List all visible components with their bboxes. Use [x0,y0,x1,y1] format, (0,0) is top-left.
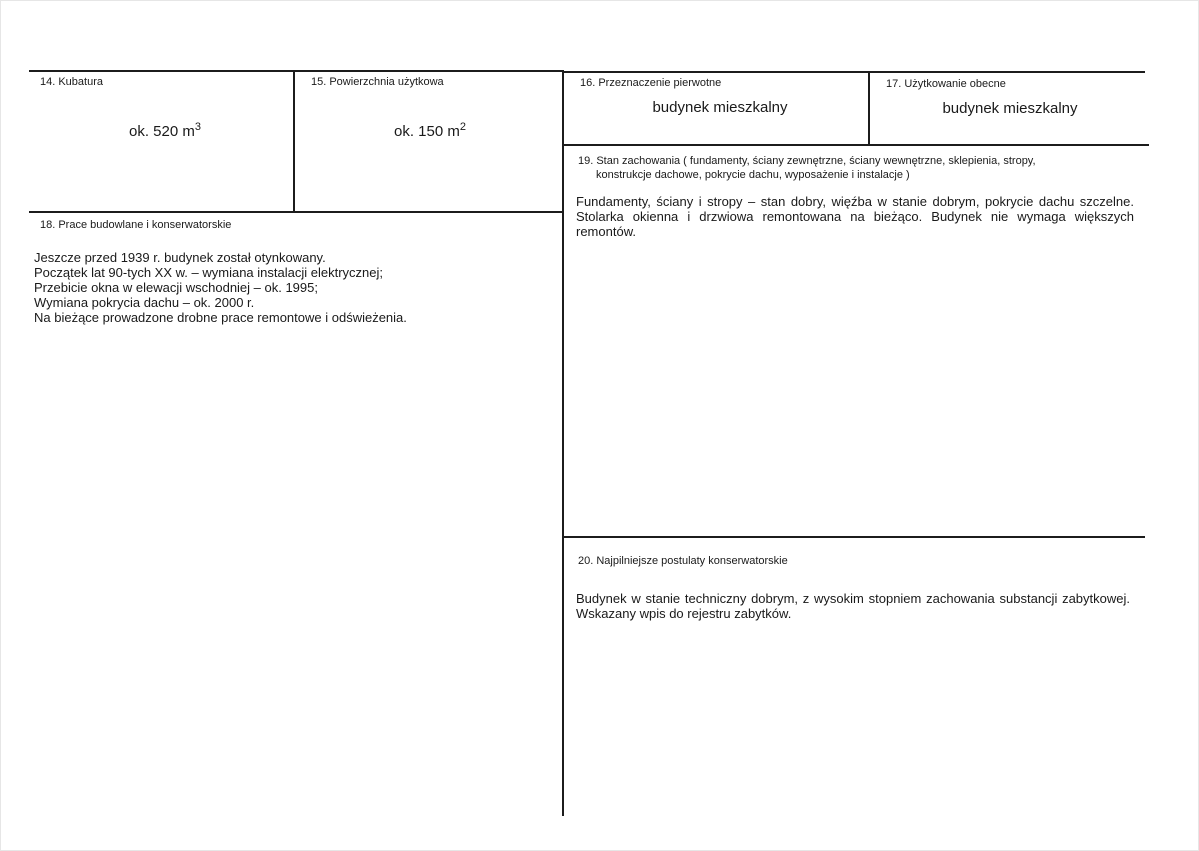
top-rule-left [29,70,564,72]
prace-line: Na bieżące prowadzone drobne prace remontowe i odświeżenia. [34,310,407,325]
uzytkowanie-label: 17. Użytkowanie obecne [886,78,1006,90]
przeznaczenie-value: budynek mieszkalny [652,99,788,116]
rule-above-18 [29,211,564,213]
powierzchnia-value: ok. 150 $m^2$ [394,121,466,140]
prace-line: Początek lat 90-tych XX w. – wymiana instalacji elektrycznej; [34,265,383,280]
prace-line: Jeszcze przed 1939 r. budynek został otynkowany. [34,250,326,265]
przeznaczenie-label: 16. Przeznaczenie pierwotne [580,77,722,89]
stan-zachowania-text: Fundamenty, ściany i stropy – stan dobry, więźba w stanie dobrym, pokrycie dachu szczelne. Stolarka okienna i drzwiowa remontowana na bieżąco. Budynek nie wymaga większych remontów. [576,194,1134,239]
stan-zachowania-label-line2: konstrukcje dachowe, pokrycie dachu, wyposażenie i instalacje ) [596,169,910,181]
prace-line: Wymiana pokrycia dachu – ok. 2000 r. [34,295,255,310]
postulaty-text: Budynek w stanie techniczny dobrym, z wysokim stopniem zachowania substancji zabytkowej. Wskazany wpis do rejestru zabytków. [576,591,1130,621]
powierzchnia-label: 15. Powierzchnia użytkowa [311,76,444,88]
center-vertical-rule [562,71,564,816]
divider-16-17 [868,72,870,145]
prace-text [34,250,554,325]
stan-zachowania-label-line1: 19. Stan zachowania ( fundamenty, ściany zewnętrzne, ściany wewnętrzne, sklepienia, stropy, [578,155,1036,167]
prace-label: 18. Prace budowlane i konserwatorskie [40,219,232,231]
rule-above-19 [564,144,1149,146]
prace-line: Przebicie okna w elewacji wschodniej – ok. 1995; [34,280,318,295]
rule-above-20 [564,536,1145,538]
postulaty-label: 20. Najpilniejsze postulaty konserwatorskie [578,555,788,567]
kubatura-label: 14. Kubatura [40,76,103,88]
uzytkowanie-value: budynek mieszkalny [942,100,1078,117]
top-rule-right [564,71,1145,73]
kubatura-value: ok. 520 $m^3$ [129,121,201,140]
divider-14-15 [293,71,295,212]
